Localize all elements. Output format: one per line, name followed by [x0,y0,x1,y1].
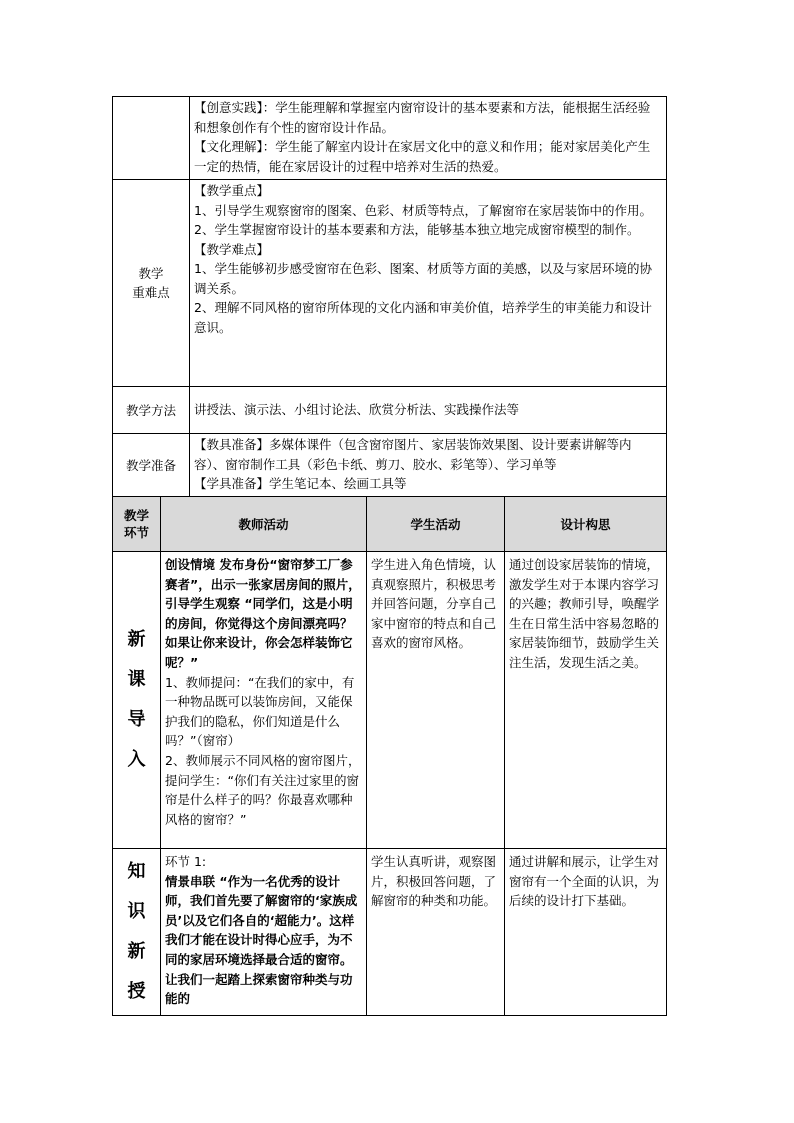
stage-knowledge-teacher [161,849,367,1016]
stage-knowledge-char-3: 新 [127,941,146,962]
stage-knowledge-char-1: 知 [127,861,146,882]
goals-content [190,97,667,180]
stage-row-knowledge [113,849,667,1016]
stage-intro-design [505,552,667,849]
preparation-label: 教学准备 [113,434,190,497]
methods-content [190,387,667,434]
knowledge-teacher-step: 环节 1: [165,854,207,869]
stage-knowledge-label [113,849,161,1016]
stage-row-intro [113,552,667,849]
stage-intro-student [367,552,505,849]
student-activity-header: 学生活动 [367,497,505,552]
preparation-row [113,434,667,497]
methods-row [113,387,667,434]
methods-text: 讲授法、演示法、小组讨论法、欣赏分析法、实践操作法等 [194,402,520,418]
keypoints-label [113,180,190,387]
preparation-content [190,434,667,497]
intro-student-text: 学生进入角色情境，认真观察照片，积极思考并回答问题，分享自己家中窗帘的特点和自己喜欢的窗帘风格。 [371,557,497,651]
stage-knowledge-student [367,849,505,1016]
stage-header-line2: 环节 [123,525,149,540]
keypoints-label-line1: 教学 [138,266,164,281]
goal-cultural-understanding: 【文化理解】：学生能了解室内设计在家居文化中的意义和作用；能对家居美化产生一定的热情，能在家居设计的过程中培养对生活的热爱。 [194,139,651,174]
stage-intro-char-1: 新 [127,629,146,650]
knowledge-teacher-scenario: 情景串联 “作为一名优秀的设计师，我们首先要了解窗帘的‘家族成员’以及它们各自的‘超能力’。这样我们才能在设计时得心应手，为不同的家居环境选择最合适的窗帘。让我们一起踏上探索窗帘种类与功能的 [165,873,358,1007]
keypoints-row [113,180,667,387]
stage-header-line1: 教学 [123,508,149,523]
process-header-row [113,497,667,552]
stage-intro-char-3: 导 [127,709,146,730]
keypoint-heading-focus: 【教学重点】 [194,183,270,198]
intro-design-text: 通过创设家居装饰的情境，激发学生对于本课内容学习的兴趣；教师引导，唤醒学生在日常生活中容易忽略的家居装饰细节，鼓励学生关注生活，发现生活之美。 [509,557,660,670]
stage-intro-teacher [161,552,367,849]
stage-intro-char-4: 入 [127,749,146,770]
keypoints-content [190,180,667,387]
knowledge-design-text: 通过讲解和展示，让学生对窗帘有一个全面的认识，为后续的设计打下基础。 [509,854,660,909]
stage-header [113,497,161,552]
keypoint-focus-2: 2、学生掌握窗帘设计的基本要素和方法，能够基本独立地完成窗帘模型的制作。 [194,222,640,237]
preparation-teacher-tools: 【教具准备】多媒体课件（包含窗帘图片、家居装饰效果图、设计要素讲解等内容）、窗帘制作工具（彩色卡纸、剪刀、胶水、彩笔等）、学习单等 [194,437,632,472]
keypoints-label-line2: 重难点 [132,285,170,300]
lesson-plan-table [112,96,667,1016]
stage-knowledge-char-4: 授 [127,981,146,1002]
stage-intro-char-2: 课 [127,669,146,690]
intro-teacher-scenario: 创设情境 发布身份“窗帘梦工厂参赛者”，出示一张家居房间的照片，引导学生观察 “同学们，这是小明的房间，你觉得这个房间漂亮吗？如果让你来设计，你会怎样装饰它呢？” [165,557,361,670]
goals-row [113,97,667,180]
stage-intro-label [113,552,161,849]
stage-knowledge-char-2: 识 [127,901,146,922]
goals-label-cell [113,97,190,180]
stage-knowledge-design [505,849,667,1016]
keypoint-difficulty-2: 2、理解不同风格的窗帘所体现的文化内涵和审美价值，培养学生的审美能力和设计意识。 [194,300,652,335]
teacher-activity-header: 教师活动 [161,497,367,552]
intro-teacher-question-2: 2、教师展示不同风格的窗帘图片，提问学生：“你们有关注过家里的窗帘是什么样子的吗？你最喜欢哪种风格的窗帘？” [165,752,361,827]
keypoint-focus-1: 1、引导学生观察窗帘的图案、色彩、材质等特点，了解窗帘在家居装饰中的作用。 [194,202,652,218]
goal-creative-practice: 【创意实践】：学生能理解和掌握室内窗帘设计的基本要素和方法，能根据生活经验和想象创作有个性的窗帘设计作品。 [194,100,651,135]
design-idea-header: 设计构思 [505,497,667,552]
keypoint-heading-difficulty: 【教学难点】 [194,241,270,257]
preparation-student-tools: 【学具准备】学生笔记本、绘画工具等 [194,476,407,491]
intro-teacher-question-1: 1、教师提问：“在我们的家中，有一种物品既可以装饰房间，又能保护我们的隐私，你们知道是什么吗？”（窗帘） [165,674,355,749]
lesson-plan-table-wrapper [112,96,666,1016]
methods-label: 教学方法 [113,387,190,434]
keypoint-difficulty-1: 1、学生能够初步感受窗帘在色彩、图案、材质等方面的美感，以及与家居环境的协调关系。 [194,261,652,296]
knowledge-student-text: 学生认真听讲，观察图片，积极回答问题，了解窗帘的种类和功能。 [371,854,497,909]
